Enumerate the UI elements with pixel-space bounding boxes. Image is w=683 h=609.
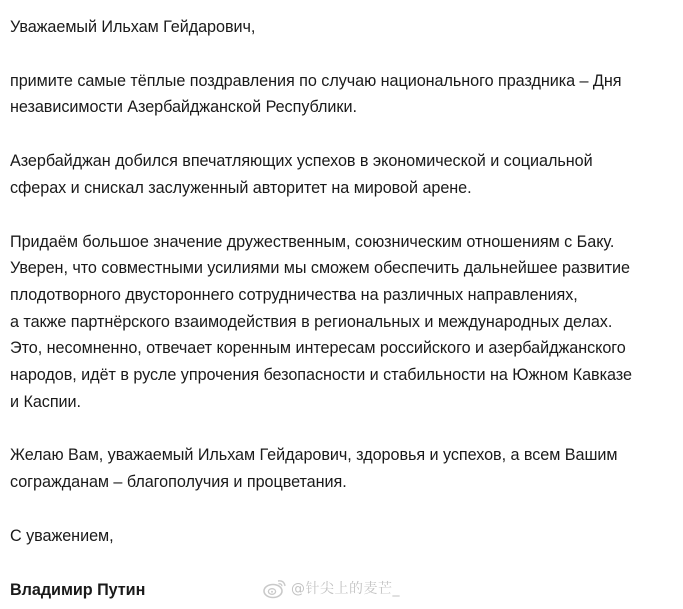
closing: С уважением, bbox=[10, 526, 114, 545]
salutation: Уважаемый Ильхам Гейдарович, bbox=[10, 18, 256, 36]
signature: Владимир Путин bbox=[10, 580, 146, 599]
paragraph-congratulations: примите самые тёплые поздравления по случаю национального праздника – Дня независимости Азербайджанской Республики. bbox=[10, 71, 622, 117]
watermark-text: @针尖上的麦芒_ bbox=[291, 581, 400, 597]
letter-body bbox=[10, 14, 678, 603]
watermark bbox=[263, 575, 400, 601]
paragraph-achievements: Азербайджан добился впечатляющих успехов в экономической и социальной сферах и снискал заслуженный авторитет на мировой арене. bbox=[10, 152, 593, 197]
paragraph-wishes: Желаю Вам, уважаемый Ильхам Гейдарович, здоровья и успехов, а всем Вашим согражданам – благополучия и процветания. bbox=[10, 446, 618, 492]
weibo-icon bbox=[263, 577, 287, 599]
paragraph-relations: Придаём большое значение дружественным, союзническим отношениям с Баку. Уверен, что совместными усилиями мы сможем обеспечить дальнейшее развитие плодотворного двустороннего сотрудничества на различных направлениях, а также партнёрского взаимодействия в региональных и международных делах. Это, несомненно, отвечает коренным интересам российского и азербайджанского народов, идёт в русле упрочения безопасности и стабильности на Южном Кавказе и Каспии. bbox=[10, 232, 632, 411]
